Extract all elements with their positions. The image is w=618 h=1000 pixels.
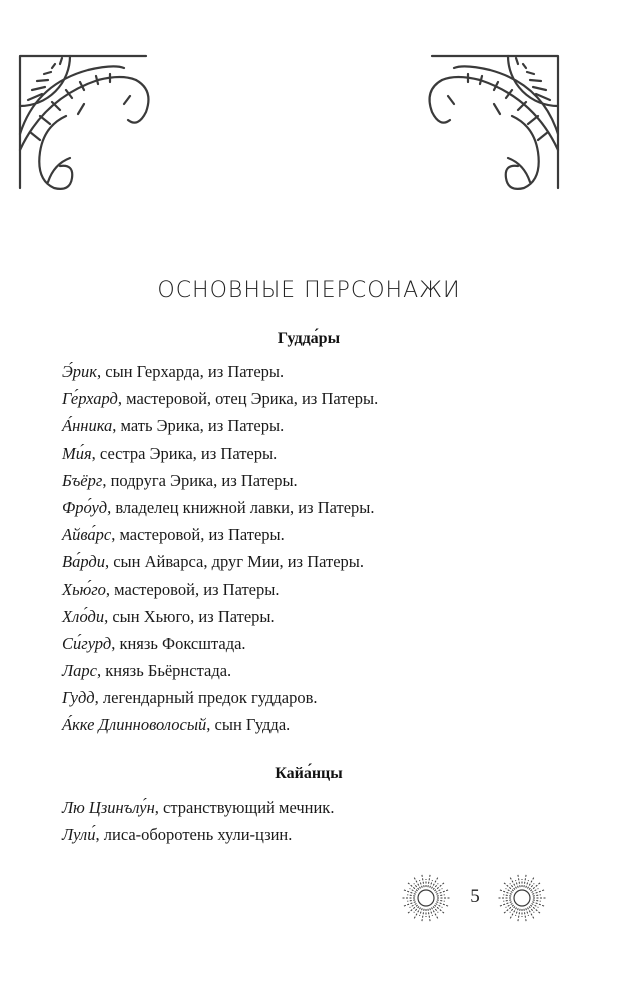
chapter-title: ОСНОВНЫЕ ПЕРСОНАЖИ [157,278,461,303]
character-description: , мастеровой, из Патеры. [105,579,280,599]
character-name: Ва́рди [62,552,105,572]
page-number: 5 [470,886,480,907]
list-item [62,412,582,439]
sun-ray [510,908,517,919]
character-description: , мастеровой, из Патеры. [111,525,285,545]
corner-ornament-right-icon [418,54,560,196]
sun-ray [532,890,544,894]
list-item [62,440,582,467]
sun-ray [436,890,448,894]
sun-ray [499,902,511,906]
character-name: Хью́го [62,579,106,599]
character-description: , сын Айварса, друг Мии, из Патеры. [104,552,365,572]
list-item [62,358,582,385]
list-item [62,821,582,848]
sun-ray [407,895,415,896]
character-description: , владелец книжной лавки, из Патеры. [107,497,375,517]
sun-ray [518,874,520,887]
character-description: , мастеровой, отец Эрика, из Патеры. [117,389,379,409]
sun-ray [437,900,445,901]
character-name: Си́гурд [62,633,112,653]
sun-ray [532,904,539,908]
list-item [62,684,582,711]
character-name: Ми́я [62,443,92,463]
list-item [62,494,582,521]
list-item [62,548,582,575]
sun-ray [403,902,415,906]
section-heading-kayans: Кайа́нцы [275,765,343,782]
list-item [62,521,582,548]
sun-ray [506,889,513,893]
sun-ray [428,874,430,887]
corner-ornament-left-icon [18,54,160,196]
sunburst-left-icon [400,872,452,924]
character-name: Гудд [62,688,95,708]
list-item [62,711,582,738]
sun-ray [524,874,526,887]
sun-ray [436,904,443,908]
character-description: , князь Фоксштада. [111,633,246,653]
sun-ray [533,900,541,901]
sun-ray [436,889,443,893]
character-name: Лю Цзинълу́н [62,798,155,817]
character-name: Хло́ди [62,606,105,626]
character-description: , легендарный предок гуддаров. [94,688,318,708]
character-name: А́кке Длинноволосый [62,715,207,735]
sun-ray [532,902,544,906]
character-description: , мать Эрика, из Патеры. [112,416,285,436]
sun-ray [510,877,517,888]
character-description: , сестра Эрика, из Патеры. [91,443,278,463]
sun-ray [533,895,541,896]
character-description: , странствующий мечник. [154,798,335,817]
sun-ray [506,904,513,908]
sun-ray [528,877,535,888]
sun-ray [499,890,511,894]
character-description: , сын Хьюго, из Патеры. [104,606,275,626]
sun-ray [532,889,539,893]
list-item [62,385,582,412]
character-name: Фро́уд [62,497,108,517]
character-description: , лиса-оборотень хули-цзин. [95,825,293,845]
character-name: А́нника [62,416,113,436]
list-item [62,603,582,630]
character-name: Бъёрг [62,470,103,490]
character-description: , сын Герхарда, из Патеры. [97,362,285,381]
list-item [62,657,582,684]
character-description: , подруга Эрика, из Патеры. [102,470,298,490]
character-name: Ларс [62,661,97,681]
sun-ray [524,909,526,922]
sun-ray [414,908,421,919]
sun-ray [428,909,430,922]
sun-ray [518,909,520,922]
sun-ray [437,895,445,896]
character-list-kayans [62,794,582,848]
list-item [62,794,582,821]
character-name: Лули́ [62,825,96,845]
character-list-guddars [62,358,582,739]
list-item [62,467,582,494]
sunburst-right-icon [496,872,548,924]
list-item [62,576,582,603]
sun-ray [432,877,439,888]
character-description: , князь Бьёрнстада. [97,661,232,681]
sun-ray [410,889,417,893]
character-description: , сын Гудда. [206,715,291,735]
sun-ray [432,908,439,919]
sun-ray [407,900,415,901]
list-item [62,630,582,657]
sun-ray [503,900,511,901]
sun-ray [503,895,511,896]
sun-ray [528,908,535,919]
character-name: Айва́рс [62,525,112,545]
section-heading-guddars: Гудда́ры [277,330,341,347]
sun-ray [422,874,424,887]
sun-ray [436,902,448,906]
character-name: Ге́рхард [62,389,118,409]
character-name: Э́рик [62,362,98,381]
sun-ray [410,904,417,908]
sun-ray [403,890,415,894]
sun-ray [414,877,421,888]
sun-ray [422,909,424,922]
